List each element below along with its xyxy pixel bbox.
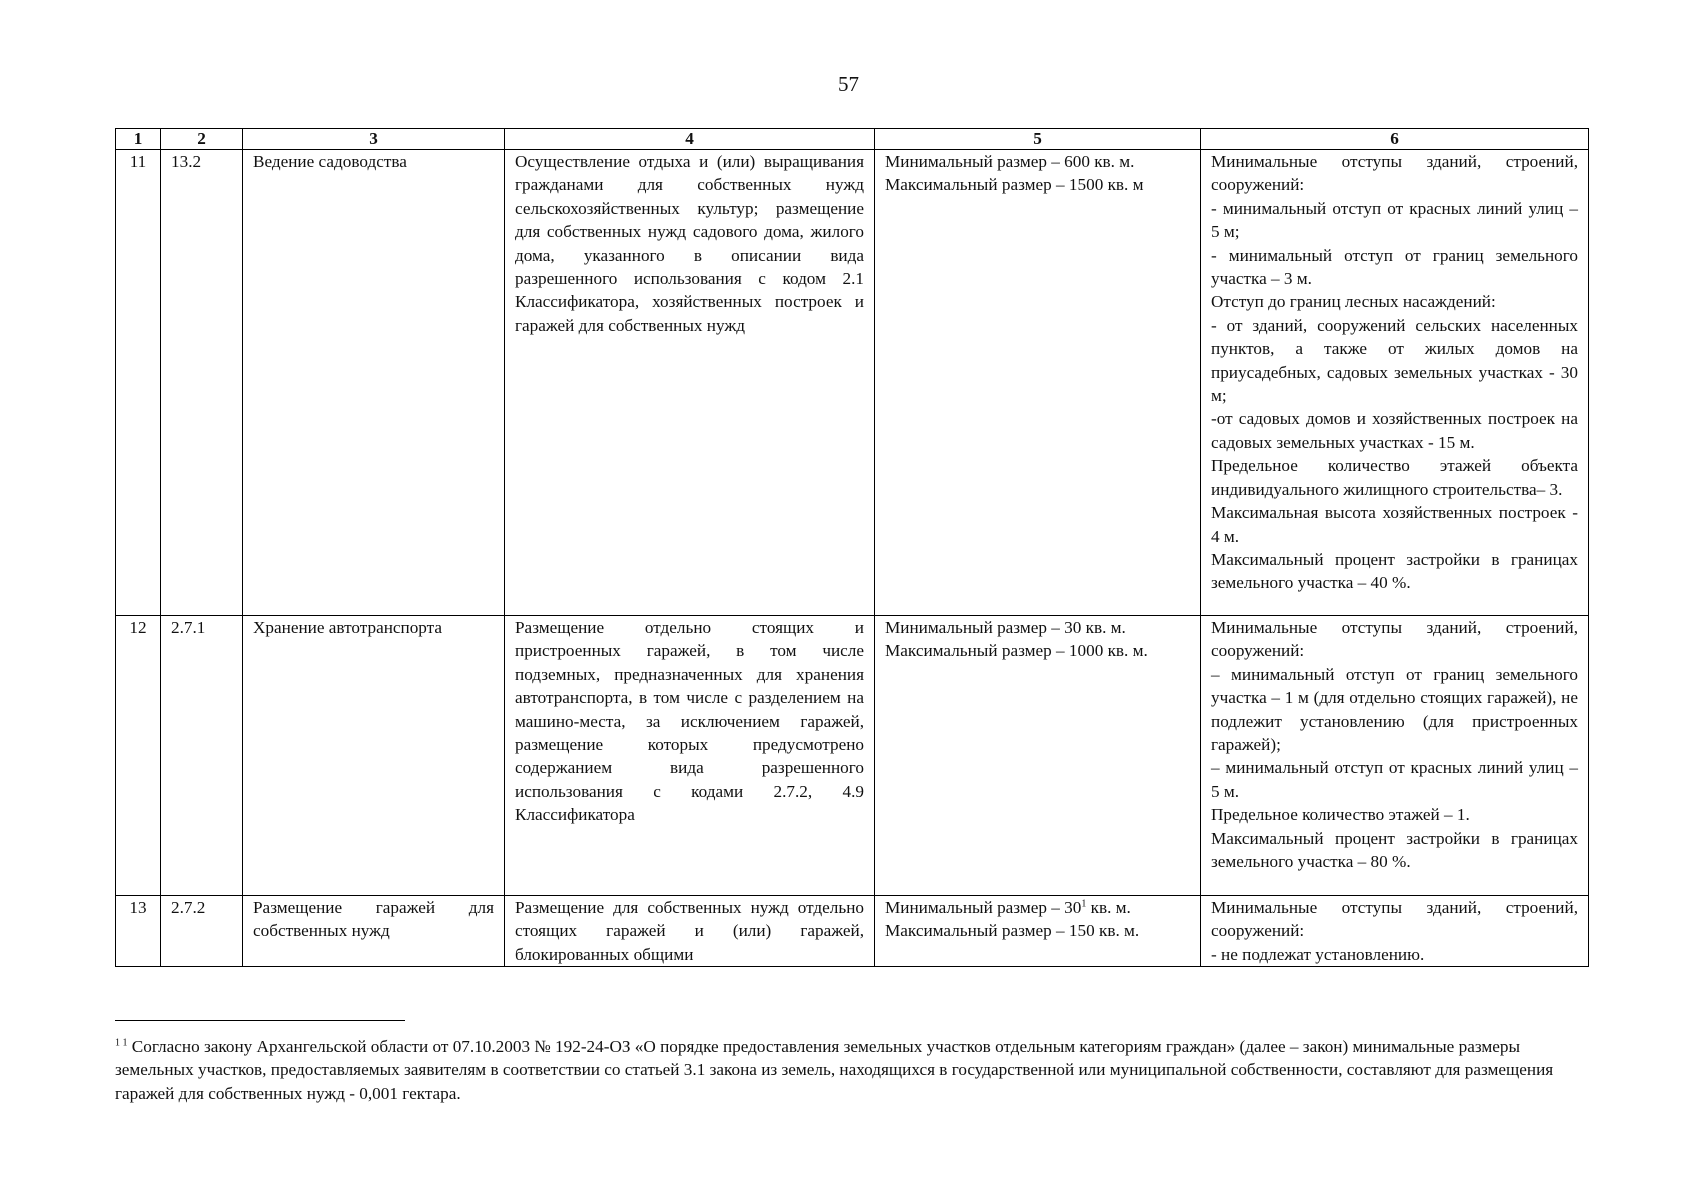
plot-size-min-unit: кв. м.	[1086, 898, 1131, 917]
param-line: Предельное количество этажей – 1.	[1211, 805, 1470, 825]
use-name: Хранение автотранспорта	[243, 616, 505, 896]
param-line: – минимальный отступ от границ земельного участка – 1 м (для отдельно стоящих гаражей), не подлежит установлению (для пристроенных гаражей);	[1211, 664, 1578, 755]
param-line: Минимальные отступы зданий, строений, сооружений:	[1211, 152, 1578, 195]
table-row	[116, 616, 1589, 896]
column-header: 3	[243, 129, 505, 150]
row-number: 12	[116, 616, 161, 896]
param-line: -от садовых домов и хозяйственных построек на садовых земельных участках - 15 м.	[1211, 409, 1578, 452]
column-header: 4	[505, 129, 875, 150]
plot-size-min-value: Минимальный размер – 30	[885, 898, 1082, 917]
param-line: - минимальный отступ от красных линий улиц – 5 м;	[1211, 198, 1578, 242]
row-number: 11	[116, 150, 161, 616]
footnote	[115, 1035, 1588, 1105]
column-header: 1	[116, 129, 161, 150]
plot-size-max: Максимальный размер – 150 кв. м.	[885, 921, 1140, 941]
plot-size-limits	[875, 896, 1201, 967]
plot-size-limits	[875, 616, 1201, 896]
land-use-regulations-table	[115, 128, 1589, 967]
use-name: Ведение садоводства	[243, 150, 505, 616]
plot-size-min: Минимальный размер – 30 кв. м.	[885, 618, 1126, 637]
param-line: - не подлежат установлению.	[1211, 944, 1425, 964]
column-header: 2	[161, 129, 243, 150]
table-row	[116, 896, 1589, 967]
construction-params	[1201, 616, 1589, 896]
use-code: 2.7.1	[161, 616, 243, 896]
footnote-marker: 1 1	[115, 1037, 128, 1049]
table-row	[116, 150, 1589, 616]
plot-size-min: Минимальный размер – 600 кв. м.	[885, 152, 1135, 171]
param-line: - от зданий, сооружений сельских населенных пунктов, а также от жилых домов на приусадебных, садовых земельных участках - 30 м;	[1211, 315, 1578, 406]
plot-size-limits	[875, 150, 1201, 616]
construction-params	[1201, 150, 1589, 616]
param-line: - минимальный отступ от границ земельного участка – 3 м.	[1211, 245, 1578, 289]
use-code: 13.2	[161, 150, 243, 616]
plot-size-max: Максимальный размер – 1000 кв. м.	[885, 641, 1148, 661]
use-description: Осуществление отдыха и (или) выращивания гражданами для собственных нужд сельскохозяйственных культур; размещение для собственных нужд садового дома, жилого дома, указанного в описании вида разрешенного использования с кодом 2.1 Классификатора, хозяйственных построек и гаражей для собственных нужд	[505, 150, 875, 616]
footnote-text: Согласно закону Архангельской области от 07.10.2003 № 192-24-ОЗ «О порядке предоставления земельных участков отдельным категориям граждан» (далее – закон) минимальные размеры земельных участков, предоставляемых заявителям в соответствии со статьей 3.1 закона из земель, находящихся в государственной или муниципальной собственности, составляют для размещения гаражей для собственных нужд - 0,001 гектара.	[115, 1037, 1554, 1103]
footnote-separator	[115, 1020, 405, 1021]
plot-size-min	[885, 896, 1190, 919]
param-line: Минимальные отступы зданий, строений, сооружений:	[1211, 618, 1578, 661]
footnote-reference[interactable]: 1	[1081, 898, 1087, 910]
param-line: Максимальная высота хозяйственных построек - 4 м.	[1211, 503, 1578, 546]
use-description: Размещение для собственных нужд отдельно стоящих гаражей и (или) гаражей, блокированных общими	[505, 896, 875, 967]
plot-size-max: Максимальный размер – 1500 кв. м	[885, 175, 1144, 195]
param-line: Максимальный процент застройки в границах земельного участка – 80 %.	[1211, 828, 1578, 872]
use-description: Размещение отдельно стоящих и пристроенных гаражей, в том числе подземных, предназначенных для хранения автотранспорта, в том числе с разделением на машино-места, за исключением гаражей, размещение которых предусмотрено содержанием вида разрешенного использования с кодами 2.7.2, 4.9 Классификатора	[505, 616, 875, 896]
table-header-row	[116, 129, 1589, 150]
use-code: 2.7.2	[161, 896, 243, 967]
page-number: 57	[838, 72, 859, 96]
use-name: Размещение гаражей для собственных нужд	[243, 896, 505, 967]
column-header: 5	[875, 129, 1201, 150]
param-line: Минимальные отступы зданий, строений, сооружений:	[1211, 898, 1578, 941]
param-line: Предельное количество этажей объекта индивидуального жилищного строительства– 3.	[1211, 456, 1578, 499]
construction-params	[1201, 896, 1589, 967]
param-line: Отступ до границ лесных насаждений:	[1211, 292, 1496, 312]
param-line: – минимальный отступ от красных линий улиц – 5 м.	[1211, 758, 1578, 801]
column-header: 6	[1201, 129, 1589, 150]
row-number: 13	[116, 896, 161, 967]
param-line: Максимальный процент застройки в границах земельного участка – 40 %.	[1211, 549, 1578, 593]
